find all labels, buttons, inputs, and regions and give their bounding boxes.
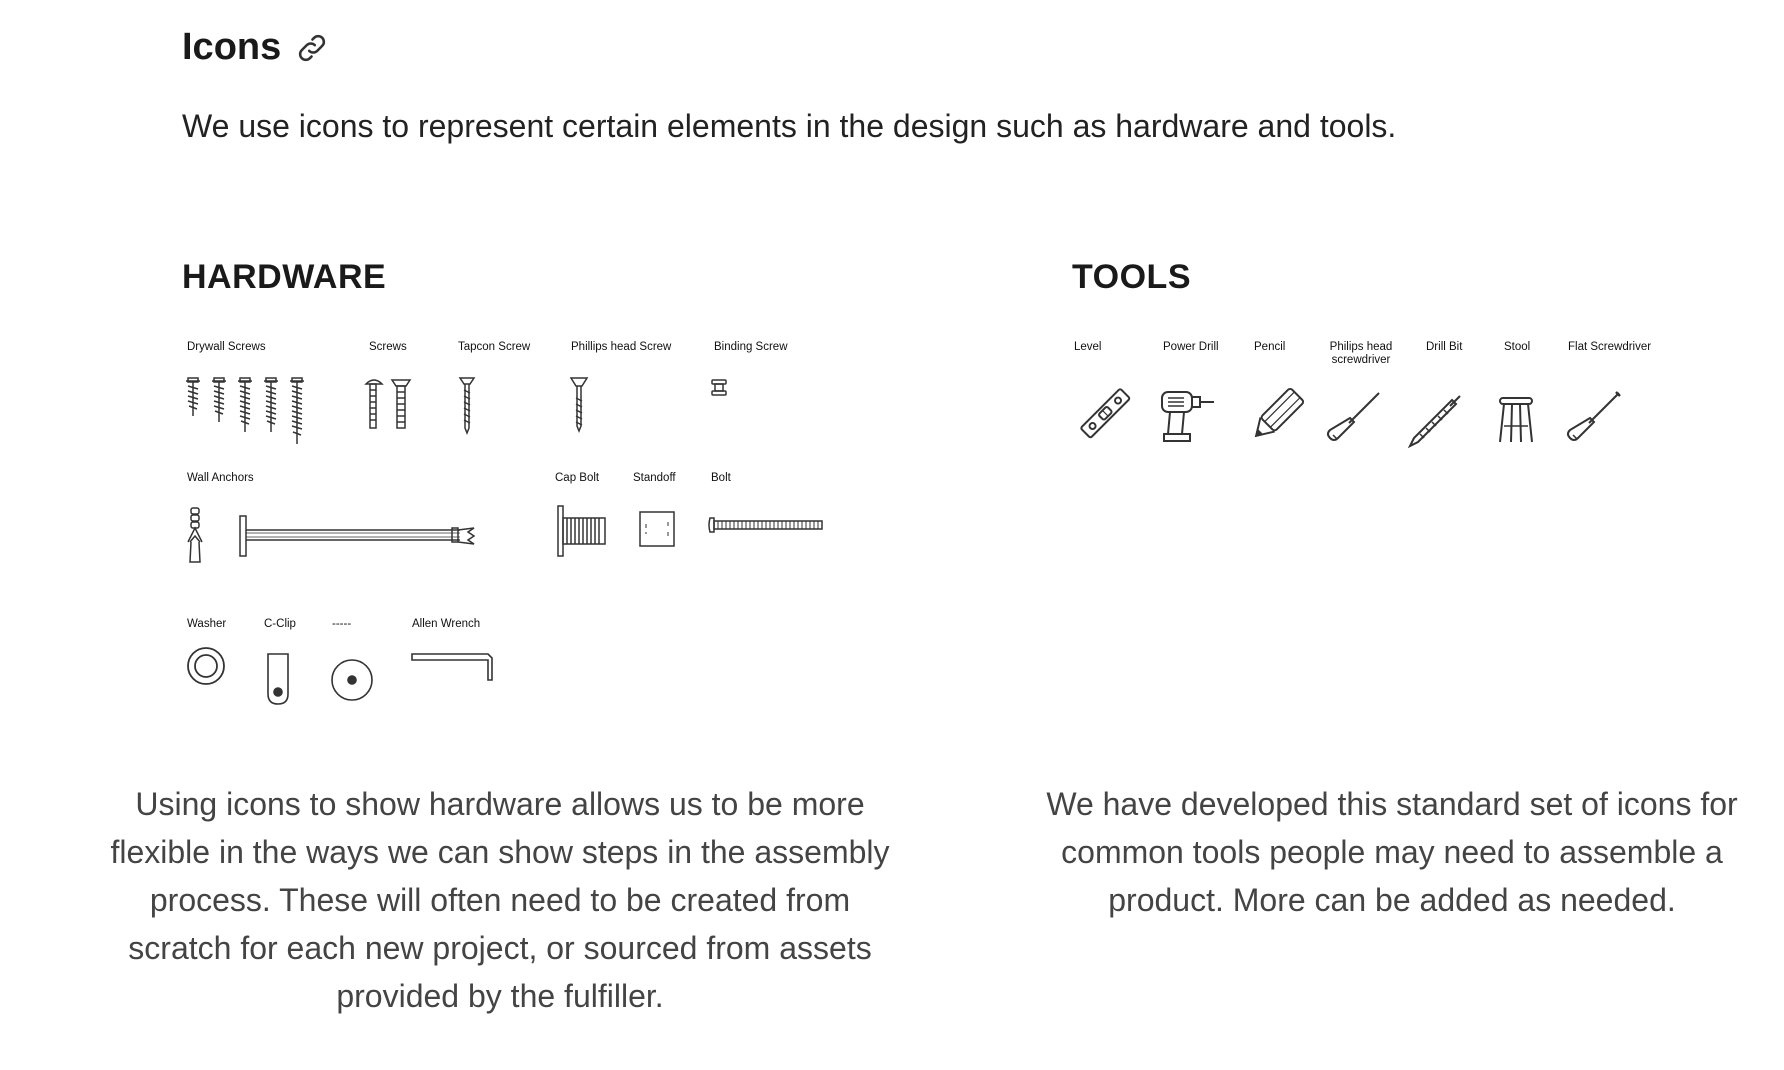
- label-pencil: Pencil: [1254, 341, 1286, 353]
- intro-text: We use icons to represent certain elements in the design such as hardware and tools.: [182, 108, 1397, 144]
- label-stool: Stool: [1504, 341, 1531, 353]
- cap-bolt-icon: [556, 504, 608, 558]
- standoff-icon: [638, 510, 676, 548]
- stool-icon: [1496, 396, 1536, 444]
- tapcon-screw-icon: [458, 376, 478, 434]
- phillips-head-screw-icon: [570, 376, 590, 434]
- binding-screw-icon: [710, 378, 728, 398]
- label-washer: Washer: [187, 618, 227, 630]
- drill-bit-icon: [1408, 394, 1462, 448]
- philips-screwdriver-icon: [1326, 390, 1382, 446]
- tools-description: We have developed this standard set of icons for common tools people may need to assemble a product. More can be added as needed.: [1046, 786, 1738, 918]
- label-phillips-head-screw: Phillips head Screw: [571, 341, 672, 353]
- pencil-icon: [1248, 386, 1304, 446]
- page-title: [182, 26, 329, 69]
- label-flat-screwdriver: Flat Screwdriver: [1568, 341, 1652, 353]
- drywall-screws-icon: [184, 376, 308, 448]
- label-drill-bit: Drill Bit: [1426, 341, 1463, 353]
- label-tapcon-screw: Tapcon Screw: [458, 341, 531, 353]
- label-unnamed-part: -----: [332, 618, 352, 630]
- label-wall-anchors: Wall Anchors: [187, 472, 254, 484]
- label-bolt: Bolt: [711, 472, 731, 484]
- link-icon[interactable]: [295, 31, 329, 65]
- hardware-description: Using icons to show hardware allows us to be more flexible in the ways we can show steps in the assembly process. These will often need to be created from scratch for each new project, or sourced from assets provided by the fulfiller.: [110, 786, 890, 1014]
- label-cap-bolt: Cap Bolt: [555, 472, 600, 484]
- washer-icon: [186, 646, 226, 686]
- flat-screwdriver-icon: [1566, 390, 1622, 446]
- screws-icon: [364, 378, 414, 432]
- label-philips-head-screwdriver: Philips head screwdriver: [1329, 341, 1393, 366]
- label-level: Level: [1074, 341, 1102, 353]
- page-title-text: Icons: [182, 26, 282, 68]
- label-screws: Screws: [369, 341, 407, 353]
- tools-heading: TOOLS: [1072, 258, 1191, 296]
- label-power-drill: Power Drill: [1163, 341, 1219, 353]
- label-allen-wrench: Allen Wrench: [412, 618, 481, 630]
- power-drill-icon: [1160, 388, 1218, 444]
- hardware-heading: HARDWARE: [182, 258, 387, 296]
- label-c-clip: C-Clip: [264, 618, 296, 630]
- bolt-icon: [708, 514, 824, 536]
- c-clip-icon: [264, 652, 292, 706]
- level-icon: [1078, 386, 1134, 442]
- round-disc-icon: [330, 658, 374, 702]
- wall-anchors-icon: [184, 506, 500, 568]
- label-standoff: Standoff: [633, 472, 676, 484]
- label-drywall-screws: Drywall Screws: [187, 341, 266, 353]
- label-binding-screw: Binding Screw: [714, 341, 788, 353]
- allen-wrench-icon: [410, 652, 494, 682]
